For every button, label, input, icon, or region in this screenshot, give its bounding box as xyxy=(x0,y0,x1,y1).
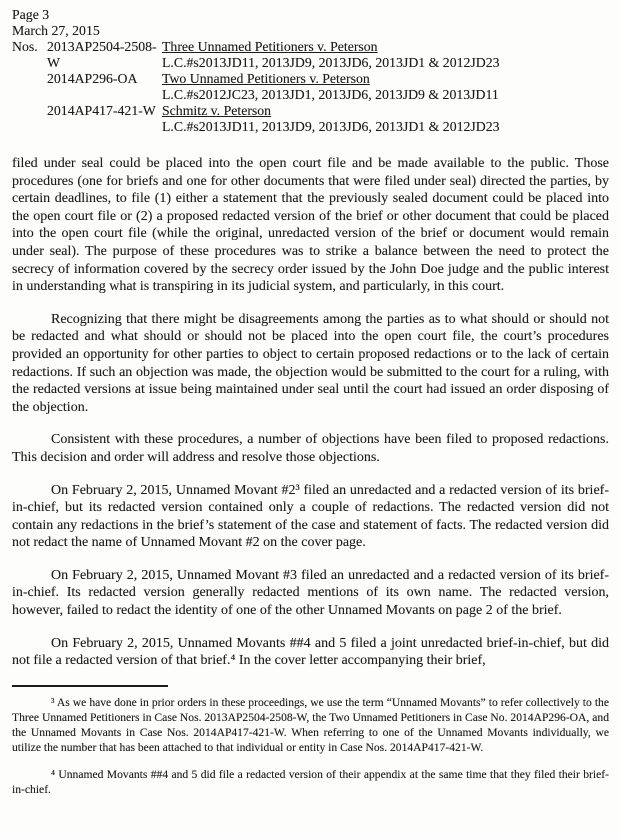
case-number: 2014AP296-OA xyxy=(47,71,138,86)
footnote-separator-rule xyxy=(12,685,168,687)
case-lc-numbers: L.C.#s2013JD11, 2013JD9, 2013JD6, 2013JD1 & 2012JD23 xyxy=(162,55,500,70)
case-row xyxy=(12,71,609,103)
case-detail xyxy=(162,103,609,135)
body-paragraph: On February 2, 2015, Unnamed Movant #3 filed an unredacted and a redacted version of its brief-in-chief. Its redacted version generally redacted mentions of its own name. The redacted version, however, failed to redact the identity of one of the other Unnamed Movants on page 2 of the brief. xyxy=(12,567,609,619)
body-paragraph: filed under seal could be placed into the open court file and be made available to the public. Those procedures (one for briefs and one for other documents that were filed under seal) directed the parties, by certain deadlines, to file (1) either a statement that the previously sealed document could be placed into the open court file or (2) a proposed redacted version of the brief or other document that could be placed into the open court file (while the original, unredacted version of the brief or document would remain under seal). The purpose of these procedures was to strike a balance between the need to protect the secrecy of information covered by the secrecy order issued by the John Doe judge and the public interest in understanding what is transpiring in its judicial system, and particularly, in this court. xyxy=(12,156,609,295)
body-paragraph: Recognizing that there might be disagreements among the parties as to what should or should not be redacted and what should or should not be placed into the open court file, the court’s procedures provided an opportunity for other parties to object to certain proposed redactions or to the lack of certain redactions. If such an objection was made, the objection would be submitted to the court for a ruling, with the redacted versions at issue being maintained under seal until the court had issued an order disposing of the objection. xyxy=(12,311,609,415)
document-header xyxy=(12,7,609,135)
case-detail xyxy=(162,71,609,103)
case-row xyxy=(12,103,609,135)
body-paragraph: On February 2, 2015, Unnamed Movants ##4 and 5 filed a joint unredacted brief-in-chief, but did not file a redacted version of that brief.⁴ In the cover letter accompanying their brief, xyxy=(12,635,609,669)
case-name: Schmitz v. Peterson xyxy=(162,103,272,118)
case-row xyxy=(12,39,609,71)
footnote: ⁴ Unnamed Movants ##4 and 5 did file a redacted version of their appendix at the same time that they filed their brief-in-chief. xyxy=(12,767,609,796)
page-number-label: Page 3 xyxy=(12,7,50,22)
case-number: 2014AP417-421-W xyxy=(47,103,156,118)
date-label: March 27, 2015 xyxy=(12,23,100,38)
document-body xyxy=(12,155,609,670)
footnote-area xyxy=(12,685,609,797)
case-lc-numbers: L.C.#s2013JD11, 2013JD9, 2013JD6, 2013JD1 & 2012JD23 xyxy=(162,119,500,134)
case-number: 2013AP2504-2508-W xyxy=(47,39,157,70)
footnote: ³ As we have done in prior orders in these proceedings, we use the term “Unnamed Movants” to refer collectively to the Three Unnamed Petitioners in Case Nos. 2013AP2504-2508-W, the Two Unnamed Petitioners in Case No. 2014AP296-OA, and the Unnamed Movants in Case Nos. 2014AP417-421-W. When referring to one of the Unnamed Movants individually, we utilize the number that has been attached to that individual or entity in Case Nos. 2014AP417-421-W. xyxy=(12,695,609,754)
case-detail xyxy=(162,39,609,71)
nos-label: Nos. xyxy=(12,39,38,54)
case-lc-numbers: L.C.#s2012JC23, 2013JD1, 2013JD6, 2013JD9 & 2013JD11 xyxy=(162,87,499,102)
body-paragraph: On February 2, 2015, Unnamed Movant #2³ filed an unredacted and a redacted version of its brief-in-chief, but its redacted version contained only a couple of redactions. The redacted version did not contain any redactions in the brief’s statement of the case and statement of facts. The redacted version did not redact the name of Unnamed Movant #2 on the cover page. xyxy=(12,482,609,551)
case-name: Three Unnamed Petitioners v. Peterson xyxy=(162,39,378,54)
case-name: Two Unnamed Petitioners v. Peterson xyxy=(162,71,370,86)
body-paragraph: Consistent with these procedures, a number of objections have been filed to proposed redactions. This decision and order will address and resolve those objections. xyxy=(12,432,609,465)
